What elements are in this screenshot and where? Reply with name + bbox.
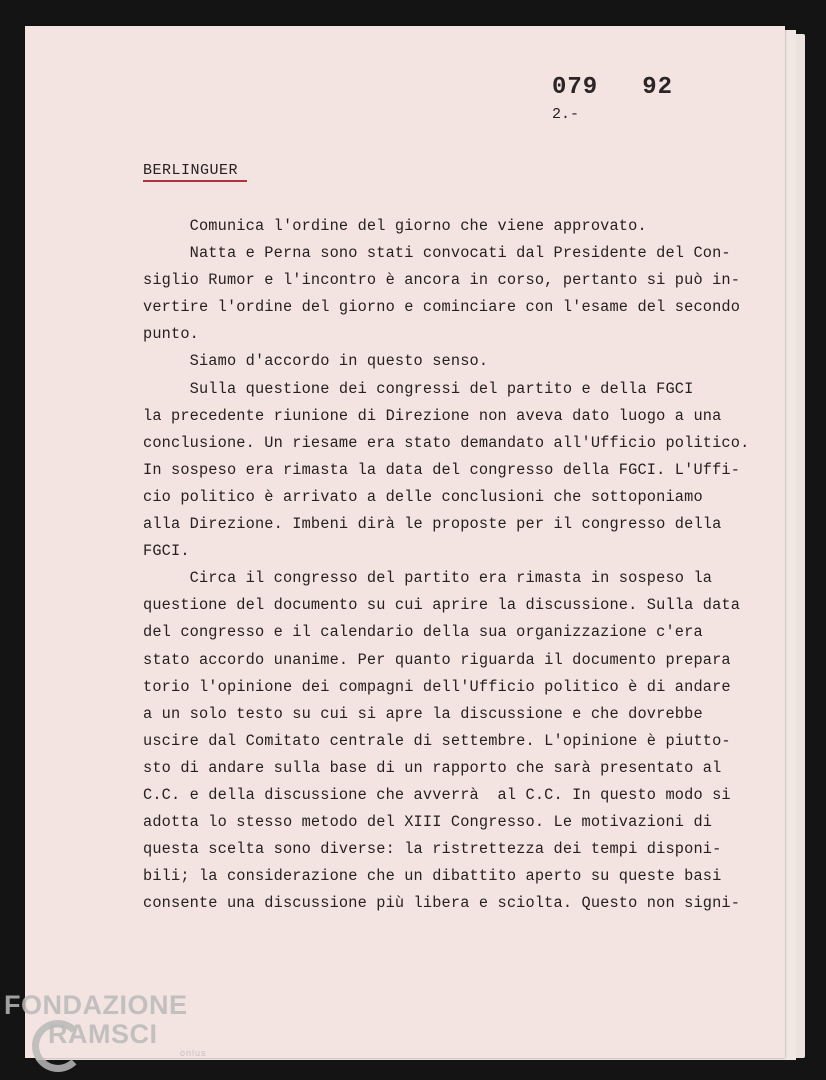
watermark-logo: [4, 990, 207, 1058]
text-line: siglio Rumor e l'incontro è ancora in corso, pertanto si può in-: [143, 271, 741, 290]
watermark-line1: FONDAZIONE: [4, 990, 188, 1020]
text-line: Circa il congresso del partito era rimasta in sospeso la: [143, 569, 713, 588]
text-line: In sospeso era rimasta la data del congresso della FGCI. L'Uffi-: [143, 460, 741, 479]
text-line: stato accordo unanime. Per quanto riguarda il documento prepara: [143, 650, 731, 669]
document-page: [25, 26, 785, 1058]
text-line: la precedente riunione di Direzione non aveva dato luogo a una: [143, 406, 722, 425]
page-number: 2.-: [552, 106, 580, 123]
text-line: vertire l'ordine del giorno e cominciare con l'esame del secondo: [143, 298, 741, 317]
text-line: conclusione. Un riesame era stato demandato all'Ufficio politico.: [143, 433, 750, 452]
text-line: del congresso e il calendario della sua organizzazione c'era: [143, 623, 703, 642]
text-line: questa scelta sono diverse: la ristrettezza dei tempi disponi-: [143, 840, 722, 859]
text-line: FGCI.: [143, 542, 190, 561]
speaker-name: BERLINGUER: [143, 162, 239, 179]
text-line: alla Direzione. Imbeni dirà le proposte per il congresso della: [143, 515, 722, 534]
folio-left: 079: [552, 74, 599, 101]
text-line: uscire dal Comitato centrale di settembre. L'opinione è piutto-: [143, 731, 731, 750]
watermark-line2: RAMSCI: [48, 1019, 158, 1049]
folio-right: 92: [642, 74, 674, 101]
text-line: Comunica l'ordine del giorno che viene approvato.: [143, 217, 647, 235]
text-line: punto.: [143, 325, 199, 344]
watermark-line3: onlus: [180, 1048, 207, 1058]
text-line: Sulla questione dei congressi del partito e della FGCI: [143, 379, 694, 398]
text-line: adotta lo stesso metodo del XIII Congresso. Le motivazioni di: [143, 813, 713, 832]
speaker-underline: [143, 180, 247, 182]
text-line: bili; la considerazione che un dibattito aperto su queste basi: [143, 867, 722, 886]
body-text: [143, 213, 768, 917]
text-line: Natta e Perna sono stati convocati dal Presidente del Con-: [143, 244, 731, 263]
text-line: a un solo testo su cui si apre la discussione e che dovrebbe: [143, 704, 703, 723]
text-line: consente una discussione più libera e sciolta. Questo non signi-: [143, 894, 741, 913]
text-line: torio l'opinione dei compagni dell'Ufficio politico è di andare: [143, 677, 731, 696]
text-line: Siamo d'accordo in questo senso.: [143, 352, 489, 371]
text-line: C.C. e della discussione che avverrà al C.C. In questo modo si: [143, 785, 731, 804]
text-line: cio politico è arrivato a delle conclusioni che sottoponiamo: [143, 487, 703, 506]
text-line: sto di andare sulla base di un rapporto che sarà presentato al: [143, 758, 722, 777]
folio-number: [552, 74, 673, 101]
text-line: questione del documento su cui aprire la discussione. Sulla data: [143, 596, 741, 615]
